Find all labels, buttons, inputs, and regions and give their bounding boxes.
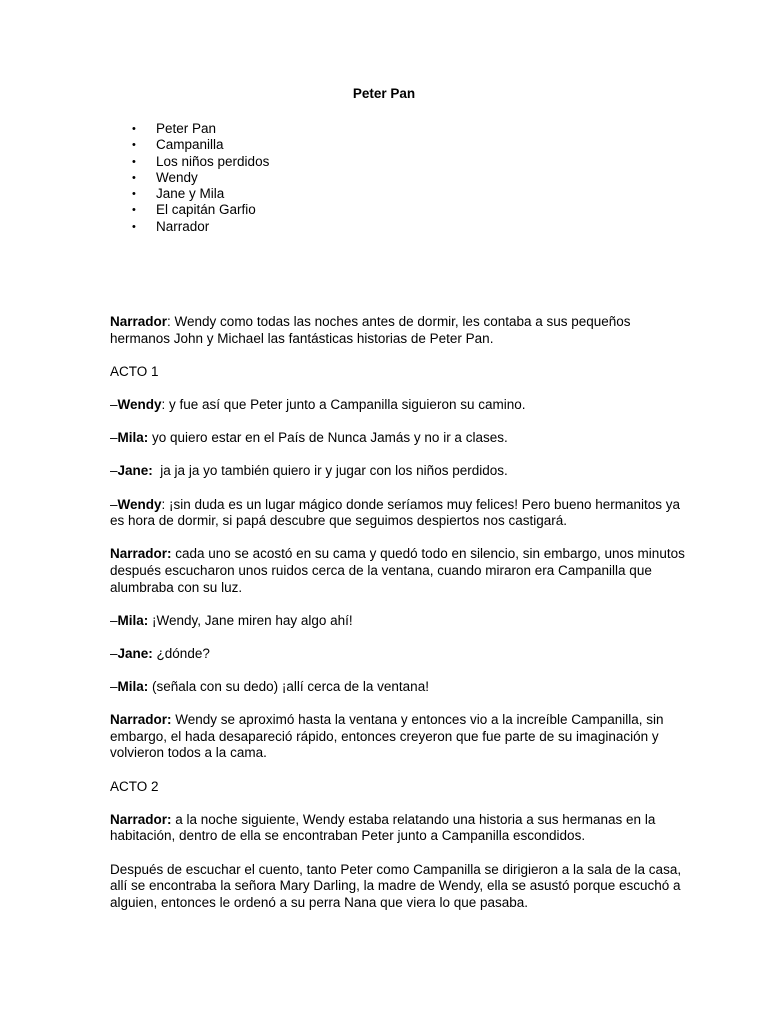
dialogue-dash: – — [110, 463, 118, 479]
line-text: ACTO 2 — [110, 778, 159, 794]
cast-item — [132, 186, 269, 202]
dialogue-paragraph — [110, 463, 650, 480]
dialogue-dash: – — [110, 496, 118, 512]
line-text: cada uno se acostó en su cama y quedó todo en silencio, sin embargo, unos minutos — [171, 546, 685, 562]
dialogue-paragraph — [110, 613, 650, 630]
speaker-name: Wendy — [117, 496, 162, 512]
cast-item-label: Campanilla — [156, 137, 224, 153]
bullet-icon: • — [132, 188, 136, 201]
dialogue-paragraph — [110, 679, 650, 696]
paragraph-line — [110, 728, 659, 746]
cast-item — [132, 121, 269, 137]
dialogue-paragraph — [110, 646, 650, 663]
paragraph-line — [110, 364, 650, 381]
line-text: volvieron todos a la cama. — [110, 745, 267, 761]
paragraph-line — [110, 811, 656, 829]
text-paragraph — [110, 861, 682, 912]
paragraph-line — [110, 613, 650, 630]
cast-item — [132, 137, 269, 153]
paragraph-line — [110, 861, 682, 879]
paragraph-line — [110, 712, 664, 729]
bullet-icon: • — [132, 139, 136, 152]
dialogue-paragraph — [110, 496, 681, 530]
cast-item — [132, 202, 269, 218]
dialogue-paragraph — [110, 712, 664, 762]
dialogue-dash: – — [110, 430, 118, 446]
line-text: ACTO 1 — [110, 363, 159, 379]
dialogue-dash: – — [110, 396, 118, 412]
paragraph-line — [110, 314, 650, 331]
line-text: allí se encontraba la señora Mary Darling, la madre de Wendy, ella se asustó porque escuchó a — [110, 878, 681, 894]
dialogue-dash: – — [110, 612, 118, 628]
paragraph-line — [110, 745, 650, 762]
cast-item-label: Wendy — [156, 169, 198, 185]
line-text: ¿dónde? — [152, 645, 210, 661]
paragraph-line — [110, 496, 681, 514]
line-text: : y fue así que Peter junto a Campanilla siguieron su camino. — [161, 396, 526, 412]
line-text: Después de escuchar el cuento, tanto Peter como Campanilla se dirigieron a la sala de la casa, — [110, 861, 682, 877]
cast-item — [132, 219, 269, 235]
paragraph-line — [110, 546, 685, 563]
dialogue-paragraph — [110, 430, 650, 447]
speaker-name: Jane: — [117, 645, 153, 661]
cast-item-label: Jane y Mila — [156, 186, 225, 202]
cast-item-label: El capitán Garfio — [156, 202, 256, 218]
speaker-name: Narrador: — [110, 811, 172, 827]
speaker-name: Narrador: — [110, 546, 172, 562]
speaker-name: Narrador: — [110, 712, 172, 728]
cast-item — [132, 154, 269, 170]
speaker-name: Mila: — [117, 679, 149, 695]
dialogue-paragraph — [110, 811, 656, 845]
line-text: embargo, el hada desapareció rápido, entonces creyeron que fue parte de su imaginación y — [110, 728, 659, 744]
cast-item-label: Narrador — [156, 218, 210, 234]
dialogue-dash: – — [110, 645, 118, 661]
speaker-name: Wendy — [117, 396, 162, 412]
paragraph-line — [110, 895, 650, 912]
paragraph-line — [110, 331, 650, 348]
cast-item-label: Peter Pan — [156, 121, 217, 136]
line-text: es hora de dormir, si papá descubre que seguimos despiertos nos castigará. — [110, 513, 568, 529]
paragraph-line — [110, 679, 650, 696]
paragraph-line — [110, 646, 650, 663]
line-text: : ¡sin duda es un lugar mágico donde seríamos muy felices! Pero bueno hermanitos ya — [161, 496, 681, 512]
script-body — [110, 314, 685, 928]
line-text: : Wendy como todas las noches antes de dormir, les contaba a sus pequeños — [167, 314, 631, 329]
line-text: (señala con su dedo) ¡allí cerca de la ventana! — [148, 679, 429, 695]
paragraph-line — [110, 563, 650, 580]
line-text: a la noche siguiente, Wendy estaba relatando una historia a sus hermanas en la — [171, 811, 656, 827]
cast-item — [132, 170, 269, 186]
line-text: alguien, entonces le ordenó a su perra Nana que viera lo que pasaba. — [110, 894, 529, 910]
paragraph-line — [110, 580, 650, 597]
paragraph-line — [110, 513, 650, 530]
paragraph-line — [110, 779, 650, 796]
bullet-icon: • — [132, 220, 136, 233]
bullet-icon: • — [132, 155, 136, 168]
text-paragraph — [110, 779, 650, 796]
cast-item-label: Los niños perdidos — [156, 153, 270, 169]
bullet-icon: • — [132, 123, 136, 135]
paragraph-line — [110, 828, 650, 845]
line-text: Wendy se aproximó hasta la ventana y entonces vio a la increíble Campanilla, sin — [171, 712, 664, 728]
line-text: hermanos John y Michael las fantásticas historias de Peter Pan. — [110, 330, 494, 346]
paragraph-line — [110, 430, 650, 447]
speaker-name: Jane: — [117, 463, 153, 479]
dialogue-paragraph — [110, 397, 650, 414]
line-text: ¡Wendy, Jane miren hay algo ahí! — [148, 612, 353, 628]
line-text: yo quiero estar en el País de Nunca Jamás y no ir a clases. — [148, 430, 508, 446]
paragraph-line — [110, 463, 650, 480]
speaker-name: Mila: — [117, 430, 149, 446]
line-text: después escucharon unos ruidos cerca de la ventana, cuando miraron era Campanilla que — [110, 562, 652, 578]
dialogue-paragraph — [110, 546, 685, 596]
bullet-icon: • — [132, 204, 136, 217]
bullet-icon: • — [132, 171, 136, 184]
document-title: Peter Pan — [352, 86, 416, 101]
speaker-name: Narrador — [110, 314, 168, 329]
line-text: habitación, dentro de ella se encontraban Peter junto a Campanilla escondidos. — [110, 828, 586, 844]
line-text: ja ja ja yo también quiero ir y jugar con los niños perdidos. — [152, 463, 508, 479]
dialogue-dash: – — [110, 679, 118, 695]
paragraph-line — [110, 878, 681, 895]
dialogue-paragraph — [110, 314, 650, 347]
cast-list — [132, 121, 269, 235]
text-paragraph — [110, 364, 650, 381]
speaker-name: Mila: — [117, 612, 149, 628]
paragraph-line — [110, 397, 650, 414]
line-text: alumbraba con su luz. — [110, 579, 243, 595]
